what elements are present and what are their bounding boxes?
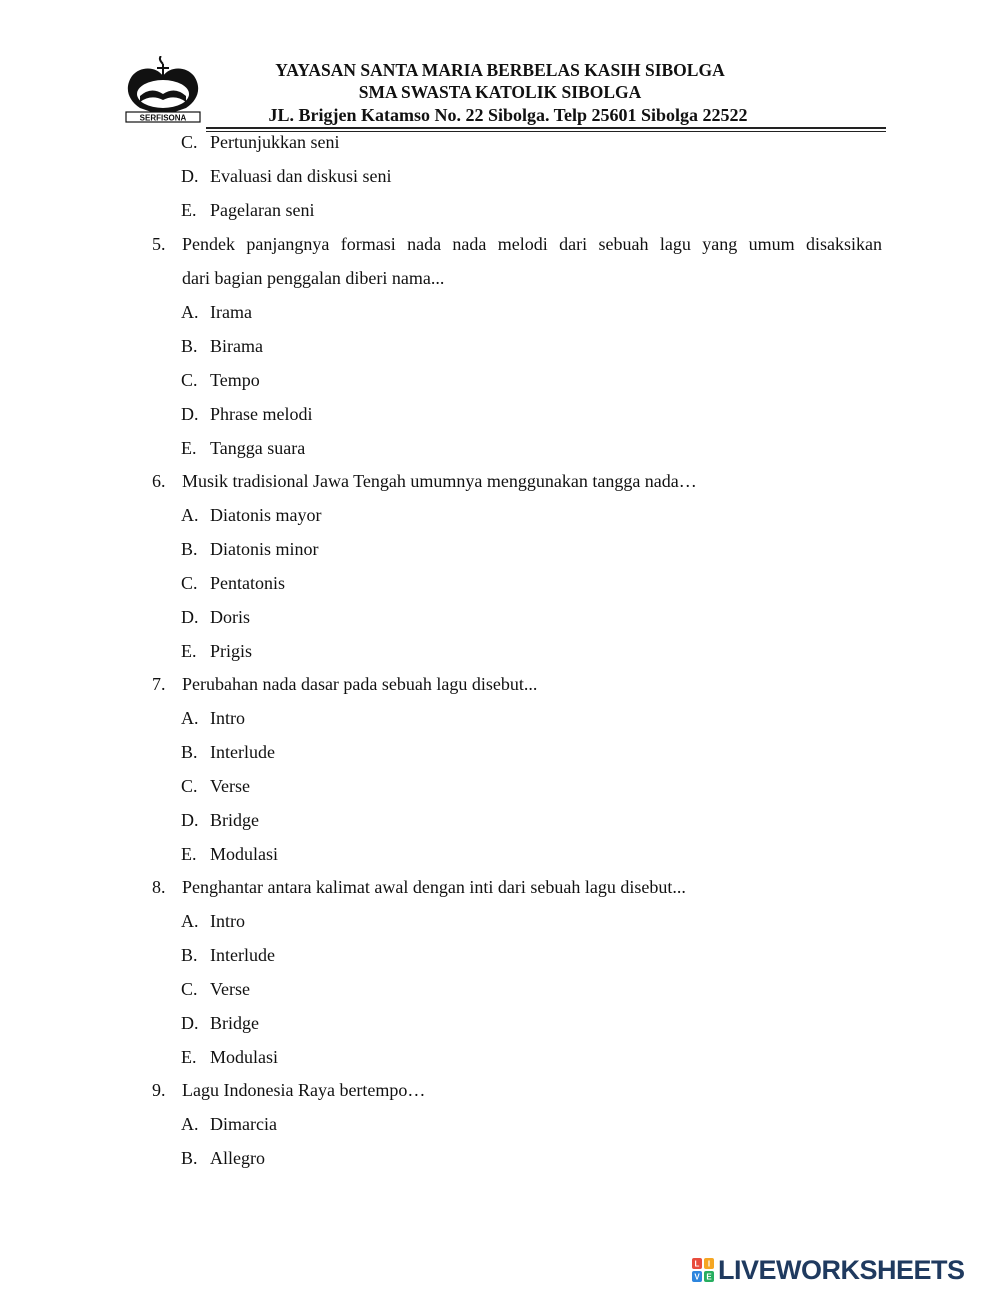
foundation-name: YAYASAN SANTA MARIA BERBELAS KASIH SIBOLGA [275,60,725,80]
question-number: 8. [152,877,166,897]
option-letter: E. [181,200,197,220]
option-text: Interlude [210,742,275,762]
option-text: Birama [210,336,263,356]
option-letter: C. [181,132,198,152]
option-letter: E. [181,1047,197,1067]
option-letter: D. [181,810,199,830]
option-text: Bridge [210,810,259,830]
option-text: Bridge [210,1013,259,1033]
option-text: Pentatonis [210,573,285,593]
option-letter: E. [181,438,197,458]
question-text: Perubahan nada dasar pada sebuah lagu disebut... [182,674,538,694]
option-text: Evaluasi dan diskusi seni [210,166,392,186]
option-text: Phrase melodi [210,404,313,424]
option-letter: D. [181,166,199,186]
option-letter: C. [181,370,198,390]
option-text: Doris [210,607,250,627]
svg-text:E: E [706,1272,712,1282]
question-number: 9. [152,1080,166,1100]
option-text: Pertunjukkan seni [210,132,340,152]
option-letter: B. [181,336,198,356]
letterhead [0,0,1000,135]
option-letter: B. [181,539,198,559]
school-address: JL. Brigjen Katamso No. 22 Sibolga. Telp 25601 Sibolga 22522 [268,105,748,125]
option-letter: D. [181,607,199,627]
option-letter: B. [181,742,198,762]
option-letter: A. [181,708,199,728]
question-text: dari bagian penggalan diberi nama... [182,268,445,288]
option-text: Allegro [210,1148,265,1168]
liveworksheets-logo-icon [692,1258,714,1282]
option-letter: D. [181,404,199,424]
option-letter: D. [181,1013,199,1033]
question-text: Lagu Indonesia Raya bertempo… [182,1080,426,1100]
option-text: Dimarcia [210,1114,277,1134]
option-letter: C. [181,776,198,796]
question-number: 6. [152,471,166,491]
question-text: Pendek panjangnya formasi nada nada melodi dari sebuah lagu yang umum disaksikan [182,234,882,254]
school-name: SMA SWASTA KATOLIK SIBOLGA [358,82,642,102]
option-text: Irama [210,302,252,322]
option-letter: C. [181,573,198,593]
svg-text:I: I [707,1259,711,1269]
option-text: Verse [210,979,250,999]
option-letter: B. [181,1148,198,1168]
liveworksheets-brand[interactable] [692,1255,992,1285]
question-number: 5. [152,234,166,254]
option-text: Prigis [210,641,253,661]
option-letter: A. [181,505,199,525]
option-text: Intro [210,708,245,728]
option-text: Diatonis mayor [210,505,322,525]
option-letter: B. [181,945,198,965]
option-letter: A. [181,911,199,931]
option-letter: C. [181,979,198,999]
option-text: Verse [210,776,250,796]
option-text: Tangga suara [210,438,306,458]
option-letter: E. [181,844,197,864]
option-text: Modulasi [210,1047,279,1067]
svg-text:L: L [694,1259,700,1269]
option-letter: E. [181,641,197,661]
option-text: Pagelaran seni [210,200,315,220]
option-text: Modulasi [210,844,279,864]
logo-text: SERFISONA [139,113,187,123]
question-text: Penghantar antara kalimat awal dengan inti dari sebuah lagu disebut... [182,877,686,897]
option-text: Interlude [210,945,275,965]
brand-text: LIVEWORKSHEETS [718,1255,965,1285]
header-divider [206,127,886,129]
option-letter: A. [181,1114,199,1134]
option-letter: A. [181,302,199,322]
question-number: 7. [152,674,166,694]
option-text: Intro [210,911,245,931]
option-text: Tempo [210,370,260,390]
question-text: Musik tradisional Jawa Tengah umumnya menggunakan tangga nada… [182,471,697,491]
svg-text:V: V [694,1272,700,1282]
option-text: Diatonis minor [210,539,319,559]
